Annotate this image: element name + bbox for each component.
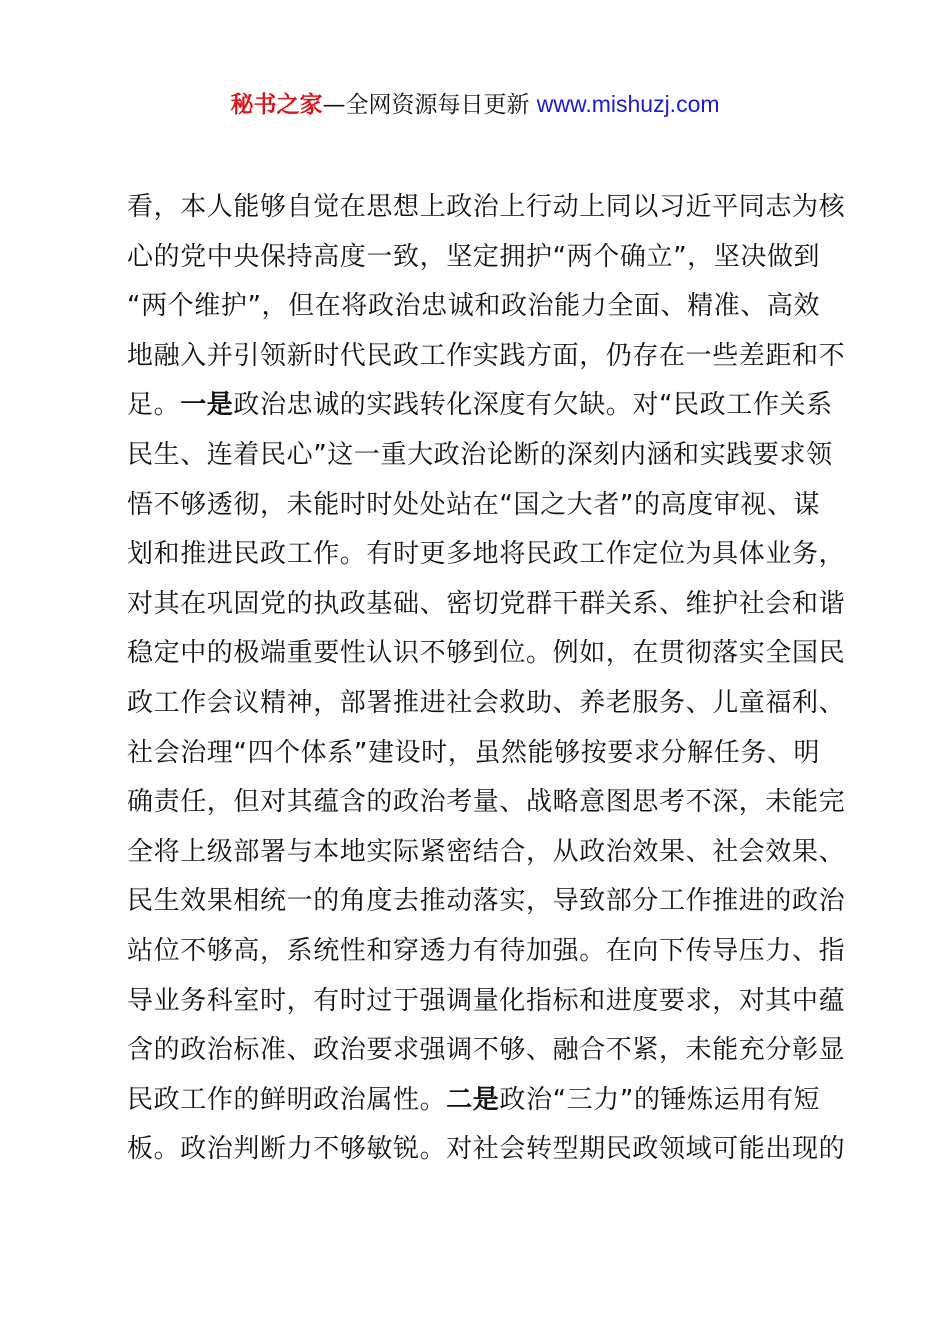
body-line: 心的党中央保持高度一致，坚定拥护“两个确立”，坚决做到 [127, 241, 821, 272]
document-body [127, 183, 846, 1175]
body-line: 政工作会议精神，部署推进社会救助、养老服务、儿童福利、 [127, 687, 846, 718]
body-line: 社会治理“四个体系”建设时，虽然能够按要求分解任务、明 [127, 737, 821, 768]
body-line: 站位不够高，系统性和穿透力有待加强。在向下传导压力、指 [127, 935, 846, 966]
body-line: 看，本人能够自觉在思想上政治上行动上同以习近平同志为核 [127, 192, 846, 222]
body-line: 稳定中的极端重要性认识不够到位。例如，在贯彻落实全国民 [127, 638, 846, 669]
site-url[interactable]: www.mishuzj.com [536, 91, 720, 117]
point-one-marker: 一是 [180, 390, 234, 421]
body-line: 导业务科室时，有时过于强调量化指标和进度要求，对其中蕴 [127, 985, 846, 1016]
body-line-start: 民政工作的鲜明政治属性。 [127, 1084, 447, 1115]
body-line: 悟不够透彻，未能时时处处站在“国之大者”的高度审视、谋 [127, 489, 821, 520]
body-line: 民生、连着民心”这一重大政治论断的深刻内涵和实践要求领 [127, 439, 833, 470]
header-slogan: —全网资源每日更新 [322, 92, 530, 118]
body-line [127, 1076, 837, 1126]
body-line: 划和推进民政工作。有时更多地将民政工作定位为具体业务， [127, 539, 846, 570]
point-two-marker: 二是 [446, 1084, 500, 1115]
body-line: 确责任，但对其蕴含的政治考量、战略意图思考不深，未能完 [127, 787, 846, 818]
page-header [0, 88, 950, 121]
body-line [127, 381, 837, 431]
body-line: “两个维护”，但在将政治忠诚和政治能力全面、精准、高效 [127, 291, 821, 322]
body-line: 板。政治判断力不够敏锐。对社会转型期民政领域可能出现的 [127, 1134, 846, 1165]
body-line: 全将上级部署与本地实际紧密结合，从政治效果、社会效果、 [127, 836, 846, 867]
body-line-rest: 政治“三力”的锤炼运用有短 [499, 1084, 821, 1115]
body-line: 对其在巩固党的执政基础、密切党群干群关系、维护社会和谐 [127, 588, 846, 619]
body-line: 地融入并引领新时代民政工作实践方面，仍存在一些差距和不 [127, 340, 846, 371]
brand-name: 秘书之家 [230, 92, 323, 118]
body-line: 含的政治标准、政治要求强调不够、融合不紧，未能充分彰显 [127, 1035, 846, 1066]
body-line-start: 足。 [127, 390, 181, 421]
body-line: 民生效果相统一的角度去推动落实，导致部分工作推进的政治 [127, 886, 846, 917]
body-line-rest: 政治忠诚的实践转化深度有欠缺。对“民政工作关系 [233, 390, 833, 421]
